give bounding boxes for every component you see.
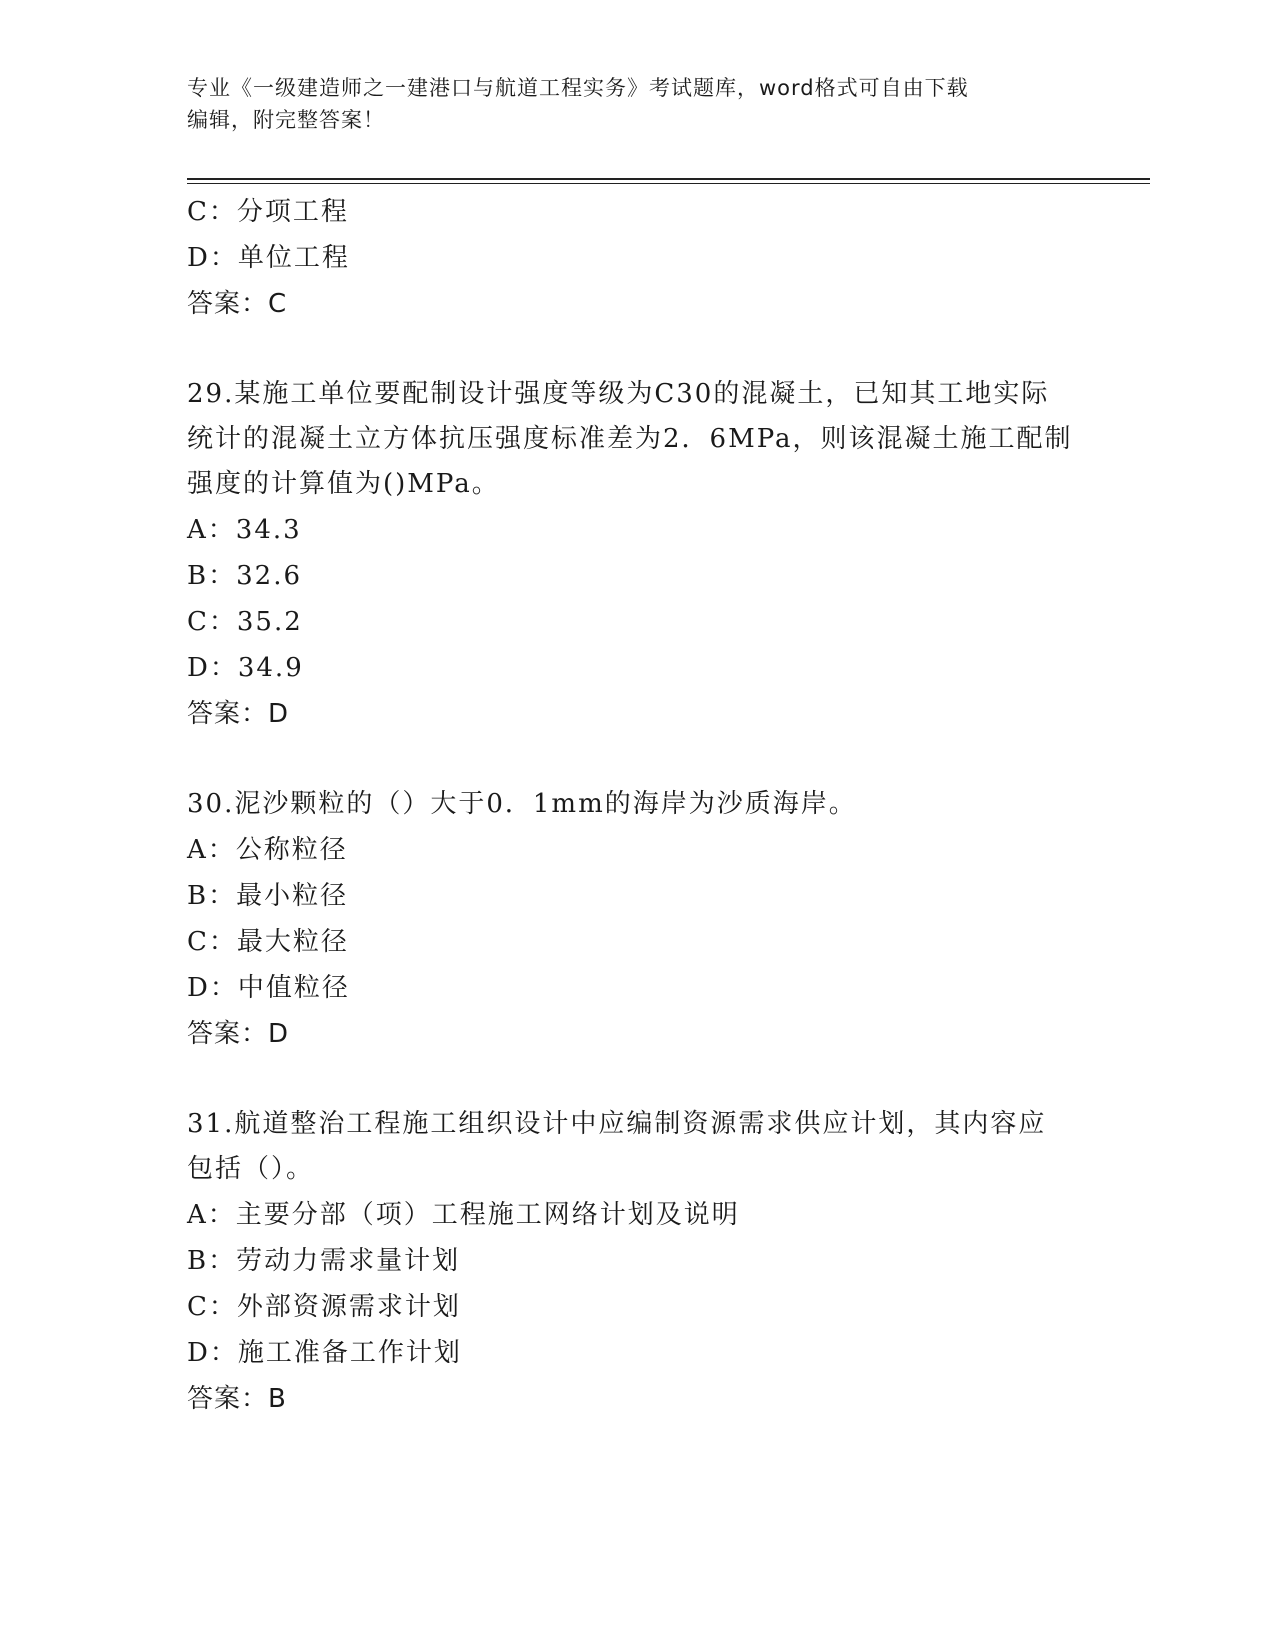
question-text-line: 强度的计算值为()MPa。 [187,469,500,499]
document-content [187,189,1087,1422]
option-b: B：32.6 [187,561,302,591]
previous-question-tail [187,189,1087,327]
question-29 [187,372,1087,737]
option-c: C：最大粒径 [187,927,349,957]
option-c: C：35.2 [187,607,303,637]
question-text-line: 31.航道整治工程施工组织设计中应编制资源需求供应计划，其内容应 [187,1109,1047,1139]
question-text-line: 包括（）。 [187,1154,315,1184]
option-d: D：34.9 [187,653,304,683]
option-b: B：劳动力需求量计划 [187,1246,461,1276]
spacer [187,737,1087,782]
header-rule-thick [187,178,1150,180]
header-line-1: 专业《一级建造师之一建港口与航道工程实务》考试题库，word格式可自由下载 [187,76,969,100]
option-c: C：外部资源需求计划 [187,1292,461,1322]
question-31 [187,1102,1087,1422]
option-b: B：最小粒径 [187,881,349,911]
option-a: A：公称粒径 [187,835,348,865]
question-text-line: 30.泥沙颗粒的（）大于0．1mm的海岸为沙质海岸。 [187,789,857,819]
option-d: D：中值粒径 [187,973,350,1003]
header-line-2: 编辑，附完整答案！ [187,108,385,132]
option-a: A：34.3 [187,515,302,545]
option-c: C：分项工程 [187,197,349,227]
answer-line: 答案：D [187,699,290,729]
answer-line: 答案：D [187,1019,290,1049]
question-30 [187,782,1087,1057]
spacer [187,1057,1087,1102]
option-d: D：施工准备工作计划 [187,1338,462,1368]
answer-line: 答案：B [187,1384,287,1414]
page-header [187,72,1067,136]
spacer [187,327,1087,372]
question-text-line: 统计的混凝土立方体抗压强度标准差为2．6MPa，则该混凝土施工配制 [187,424,1073,454]
answer-line: 答案：C [187,289,288,319]
option-d: D：单位工程 [187,243,350,273]
question-text-line: 29.某施工单位要配制设计强度等级为C30的混凝土，已知其工地实际 [187,379,1050,409]
option-a: A：主要分部（项）工程施工网络计划及说明 [187,1200,740,1230]
header-rule-thin [187,183,1150,184]
